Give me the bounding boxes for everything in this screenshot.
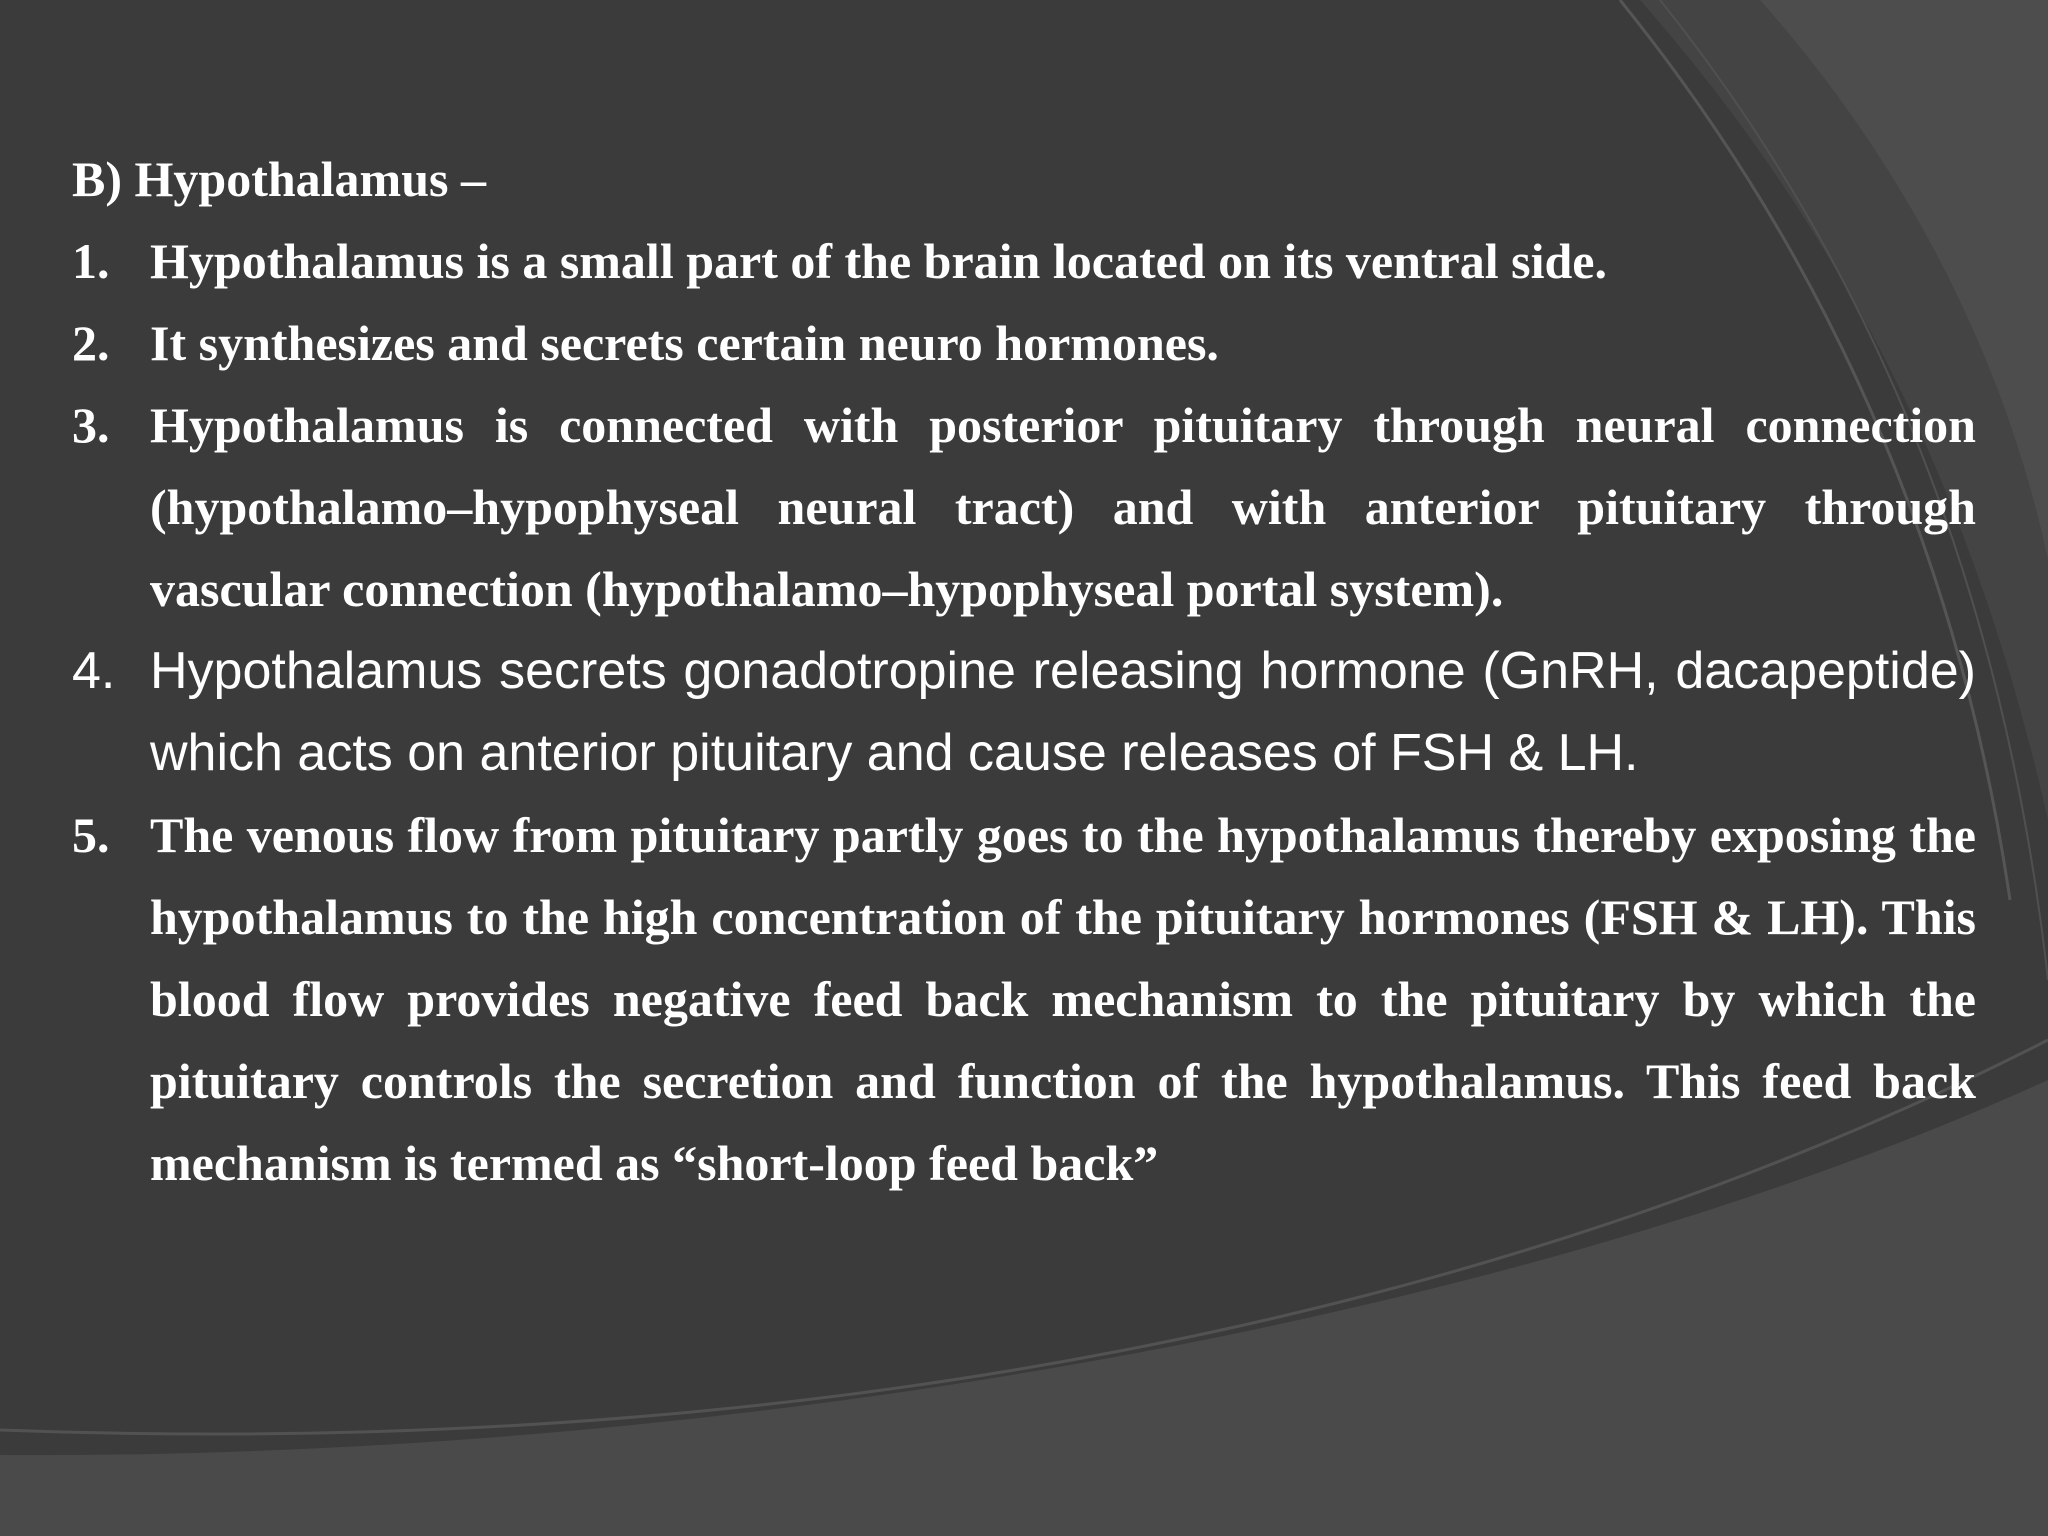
list-item-5 xyxy=(72,794,1976,1204)
slide-content xyxy=(72,138,1976,1204)
list-number: 5. xyxy=(72,807,110,863)
list-text: It synthesizes and secrets certain neuro hormones. xyxy=(150,315,1219,371)
list-text: The venous flow from pituitary partly goes to the hypothalamus thereby exposing the hypothalamus to the high concentration of the pituitary hormones (FSH & LH). This blood flow provides negative feed back mechanism to the pituitary by which the pituitary controls the secretion and function of the hypothalamus. This feed back mechanism is termed as “short-loop feed back” xyxy=(150,807,1976,1191)
list-text: Hypothalamus is a small part of the brain located on its ventral side. xyxy=(150,233,1607,289)
list-number: 1. xyxy=(72,233,110,289)
list-item-3 xyxy=(72,384,1976,630)
list-text: Hypothalamus is connected with posterior pituitary through neural connection (hypothalamo–hypophyseal neural tract) and with anterior pituitary through vascular connection (hypothalamo–hypophyseal portal system). xyxy=(150,397,1976,617)
list-item-2 xyxy=(72,302,1976,384)
list-item-1 xyxy=(72,220,1976,302)
list-number: 4. xyxy=(72,642,116,700)
list-text: Hypothalamus secrets gonadotropine releasing hormone (GnRH, dacapeptide) which acts on anterior pituitary and cause releases of FSH & LH. xyxy=(150,642,1976,782)
list-number: 2. xyxy=(72,315,110,371)
list-item-4 xyxy=(72,630,1976,794)
list-number: 3. xyxy=(72,397,110,453)
slide-heading: B) Hypothalamus – xyxy=(72,151,486,207)
